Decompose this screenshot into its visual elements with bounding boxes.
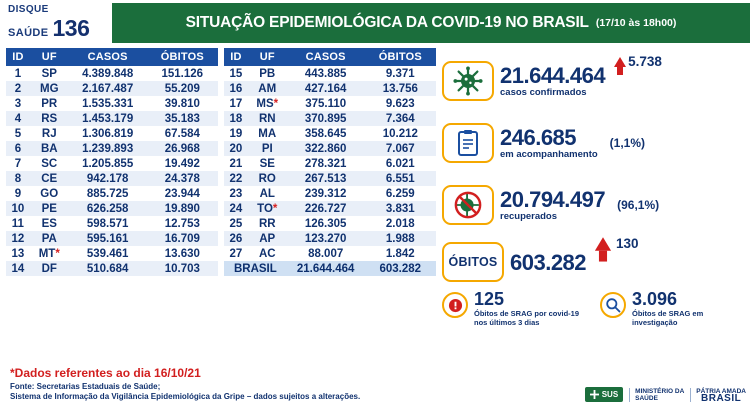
cell-obitos: 7.364 [365, 111, 436, 126]
recovered-percent: (96,1%) [617, 198, 660, 212]
cell-id: 22 [224, 171, 248, 186]
srag-covid-value: 125 [474, 289, 505, 309]
table-row [6, 186, 218, 201]
table-row [224, 171, 436, 186]
cell-obitos: 55.209 [147, 81, 218, 96]
hotline-saude-label: SAÚDE [8, 27, 49, 39]
stat-srag-covid [442, 290, 590, 327]
cell-casos: 322.860 [287, 141, 365, 156]
cell-id: 8 [6, 171, 30, 186]
cell-id: 20 [224, 141, 248, 156]
cell-uf: RS [30, 111, 69, 126]
srag-investigation-label: Óbitos de SRAG em investigação [632, 309, 704, 327]
cell-id: 24 [224, 201, 248, 216]
total-obitos: 603.282 [365, 261, 436, 276]
cell-id: 26 [224, 231, 248, 246]
page-title-bar [112, 3, 750, 43]
column-header-id: ID [224, 48, 248, 66]
cell-uf: CE [30, 171, 69, 186]
cell-obitos: 9.623 [385, 97, 415, 110]
cell-uf: PI [248, 141, 287, 156]
cell-id: 4 [6, 111, 30, 126]
table-row [224, 156, 436, 171]
arrow-up-icon [614, 57, 626, 67]
recovered-label: recuperados [500, 211, 558, 222]
cell-id: 15 [229, 67, 243, 80]
table-row [6, 96, 218, 111]
cell-uf: AL [259, 187, 275, 200]
confirmed-cases-delta [614, 50, 662, 69]
table-row [6, 111, 218, 126]
ministry-logo [629, 388, 684, 402]
table-row [224, 126, 436, 141]
cell-obitos: 26.968 [147, 141, 218, 156]
table-row [6, 81, 218, 96]
deaths-delta [595, 236, 639, 251]
table-row [6, 201, 218, 216]
confirmed-cases-delta-value: 5.738 [628, 54, 662, 69]
cell-id: 11 [11, 217, 24, 230]
cell-casos: 123.270 [287, 231, 365, 246]
asterisk-marker: * [55, 247, 60, 260]
hotline-top-label: DISQUE [8, 4, 49, 15]
cell-casos: 1.306.819 [82, 127, 134, 140]
cell-uf: MS* [256, 97, 279, 110]
srag-stats-row [442, 290, 748, 327]
stat-confirmed-cases [442, 50, 748, 112]
cell-obitos: 9.371 [385, 67, 415, 80]
cell-casos: 1.239.893 [69, 141, 147, 156]
table-row [224, 186, 436, 201]
cell-casos: 1.205.855 [82, 157, 134, 170]
alert-icon [442, 292, 468, 318]
cell-uf: RR [258, 217, 276, 230]
monitoring-percent: (1,1%) [609, 136, 646, 150]
cell-id: 7 [14, 157, 22, 170]
cell-obitos: 13.756 [365, 81, 436, 96]
table-row [224, 141, 436, 156]
cell-id: 3 [14, 97, 22, 110]
cell-casos: 595.161 [69, 231, 147, 246]
recovered-value: 20.794.497 [500, 187, 606, 212]
table-row [224, 216, 436, 231]
table-row [224, 201, 436, 216]
cell-obitos: 1.988 [365, 231, 436, 246]
cell-obitos: 6.551 [365, 171, 436, 186]
cell-casos: 370.895 [287, 111, 365, 126]
table-header-row [6, 48, 218, 66]
total-casos: 21.644.464 [287, 261, 365, 276]
cell-id: 23 [229, 187, 243, 200]
cell-uf: MT* [38, 247, 60, 260]
cell-id: 12 [6, 231, 30, 246]
asterisk-marker: * [272, 202, 278, 215]
cell-obitos: 19.890 [147, 201, 218, 216]
gov-logo-line-2: BRASIL [701, 392, 742, 404]
stat-srag-investigation [600, 290, 748, 327]
cell-casos: 942.178 [69, 171, 147, 186]
table-header-row [224, 48, 436, 66]
cell-casos: 539.461 [86, 247, 129, 260]
table-row [6, 216, 218, 231]
asterisk-marker: * [273, 97, 279, 110]
cell-obitos: 6.259 [385, 187, 415, 200]
clipboard-icon [442, 123, 494, 163]
monitoring-label: em acompanhamento [500, 149, 598, 160]
cell-id: 18 [224, 111, 248, 126]
srag-investigation-value: 3.096 [632, 289, 678, 309]
hotline-number: 136 [52, 15, 90, 41]
sus-logo [585, 387, 623, 402]
virus-icon [442, 61, 494, 101]
cell-obitos: 10.212 [382, 127, 418, 140]
cell-obitos: 39.810 [164, 97, 200, 110]
table-row [6, 261, 218, 276]
cell-casos: 885.725 [86, 187, 129, 200]
cell-id: 17 [229, 97, 243, 110]
deaths-delta-value: 130 [616, 236, 639, 251]
cell-id: 5 [14, 127, 22, 140]
gov-logo-line-1: PÁTRIA AMADA [696, 387, 746, 395]
table-row [224, 96, 436, 111]
cell-obitos: 67.584 [164, 127, 200, 140]
cell-id: 16 [224, 81, 248, 96]
cell-uf: MG [30, 81, 69, 96]
cell-uf: RO [248, 171, 287, 186]
table-row [6, 231, 218, 246]
cell-casos: 267.513 [287, 171, 365, 186]
cell-uf: AM [248, 81, 287, 96]
column-header-casos: CASOS [287, 48, 365, 66]
confirmed-cases-label: casos confirmados [500, 87, 587, 98]
arrow-up-icon [595, 237, 611, 251]
states-table-left [6, 48, 218, 364]
table-row [224, 81, 436, 96]
source-line-2: Sistema de Informação da Vigilância Epidemiológica da Gripe – dados sujeitos a alterações. [10, 392, 361, 401]
cell-casos: 375.110 [305, 97, 347, 110]
cell-uf: AP [248, 231, 287, 246]
cell-casos: 1.453.179 [69, 111, 147, 126]
deaths-value: 603.282 [510, 249, 587, 275]
cell-obitos: 16.709 [147, 231, 218, 246]
hotline-block [0, 0, 112, 46]
cell-uf: PA [30, 231, 69, 246]
magnifier-icon [600, 292, 626, 318]
ministry-logo-line-2: SAÚDE [635, 394, 658, 402]
cell-obitos: 2.018 [385, 217, 415, 230]
cell-uf: SE [259, 157, 275, 170]
cell-obitos: 19.492 [164, 157, 200, 170]
content-area [0, 46, 754, 364]
cell-id: 19 [229, 127, 243, 140]
deaths-badge: ÓBITOS [442, 242, 504, 282]
cell-id: 10 [6, 201, 30, 216]
cell-uf: SP [41, 67, 57, 80]
cell-casos: 278.321 [304, 157, 347, 170]
cell-uf: DF [30, 261, 69, 276]
ministry-logo-line-1: MINISTÉRIO DA [635, 387, 685, 395]
footnote: *Dados referentes ao dia 16/10/21 [10, 366, 201, 380]
cell-casos: 226.727 [287, 201, 365, 216]
table-row [6, 246, 218, 261]
states-table-right [224, 48, 436, 364]
cell-id: 13 [11, 247, 25, 260]
column-header-id: ID [6, 48, 30, 66]
table-row [224, 66, 436, 81]
cell-uf: PE [30, 201, 69, 216]
cell-id: 14 [6, 261, 30, 276]
monitoring-value: 246.685 [500, 125, 577, 150]
cell-uf: SC [41, 157, 58, 170]
cell-uf: PB [259, 67, 276, 80]
cell-casos: 88.007 [308, 247, 344, 260]
cell-uf: ES [41, 217, 57, 230]
srag-covid-label: Óbitos de SRAG por covid-19 nos últimos 3 dias [474, 309, 580, 327]
cell-casos: 626.258 [69, 201, 147, 216]
no-virus-icon [442, 185, 494, 225]
total-label: BRASIL [224, 261, 287, 276]
table-row [224, 111, 436, 126]
cell-id: 6 [6, 141, 30, 156]
cell-obitos: 3.831 [365, 201, 436, 216]
cell-obitos: 6.021 [385, 157, 415, 170]
cell-id: 25 [229, 217, 243, 230]
source-line-1: Fonte: Secretarias Estaduais de Saúde; [10, 382, 161, 391]
column-header-casos: CASOS [69, 48, 147, 66]
cell-casos: 4.389.848 [82, 67, 134, 80]
cell-obitos: 151.126 [161, 67, 204, 80]
table-row [224, 231, 436, 246]
column-header-obitos: ÓBITOS [147, 48, 218, 66]
column-header-obitos: ÓBITOS [365, 48, 436, 66]
cell-uf: GO [40, 187, 59, 200]
cell-casos: 239.312 [304, 187, 347, 200]
cell-obitos: 1.842 [385, 247, 415, 260]
stat-deaths [442, 236, 748, 288]
cell-casos: 427.164 [287, 81, 365, 96]
page-title-date: (17/10 às 18h00) [595, 17, 677, 29]
cell-casos: 1.535.331 [82, 97, 134, 110]
table-row [6, 141, 218, 156]
cell-uf: RJ [41, 127, 57, 140]
cell-obitos: 12.753 [164, 217, 200, 230]
cell-uf: TO* [248, 201, 287, 216]
page-title: SITUAÇÃO EPIDEMIOLÓGICA DA COVID-19 NO BRASIL [185, 14, 589, 31]
cell-obitos: 13.630 [164, 247, 200, 260]
source-note [10, 382, 360, 402]
cell-casos: 2.167.487 [69, 81, 147, 96]
cell-id: 21 [229, 157, 243, 170]
column-header-uf: UF [30, 48, 69, 66]
cell-id: 2 [6, 81, 30, 96]
table-total-row [224, 261, 436, 276]
cell-obitos: 10.703 [147, 261, 218, 276]
summary-panel [442, 48, 748, 364]
cell-obitos: 24.378 [147, 171, 218, 186]
footer-logos [585, 387, 746, 402]
page-footer [0, 380, 754, 406]
stat-recovered [442, 174, 748, 236]
cell-obitos: 35.183 [147, 111, 218, 126]
sus-logo-label: SUS [601, 390, 619, 399]
stat-monitoring [442, 112, 748, 174]
cell-id: 9 [14, 187, 22, 200]
cell-id: 1 [14, 67, 22, 80]
cell-casos: 126.305 [304, 217, 347, 230]
cell-casos: 443.885 [304, 67, 347, 80]
table-row [6, 126, 218, 141]
cell-uf: AC [258, 247, 276, 260]
cell-uf: BA [30, 141, 69, 156]
table-row [224, 246, 436, 261]
cell-casos: 358.645 [304, 127, 347, 140]
cell-obitos: 7.067 [365, 141, 436, 156]
column-header-uf: UF [248, 48, 287, 66]
page-header [0, 0, 754, 46]
cell-id: 27 [229, 247, 243, 260]
cell-obitos: 23.944 [164, 187, 200, 200]
table-row [6, 156, 218, 171]
cell-uf: PR [41, 97, 58, 110]
table-row [6, 171, 218, 186]
confirmed-cases-value: 21.644.464 [500, 63, 606, 88]
cell-uf: RN [248, 111, 287, 126]
gov-logo [690, 388, 746, 402]
cell-casos: 510.684 [69, 261, 147, 276]
table-row [6, 66, 218, 81]
cell-uf: MA [258, 127, 277, 140]
cell-casos: 598.571 [86, 217, 129, 230]
